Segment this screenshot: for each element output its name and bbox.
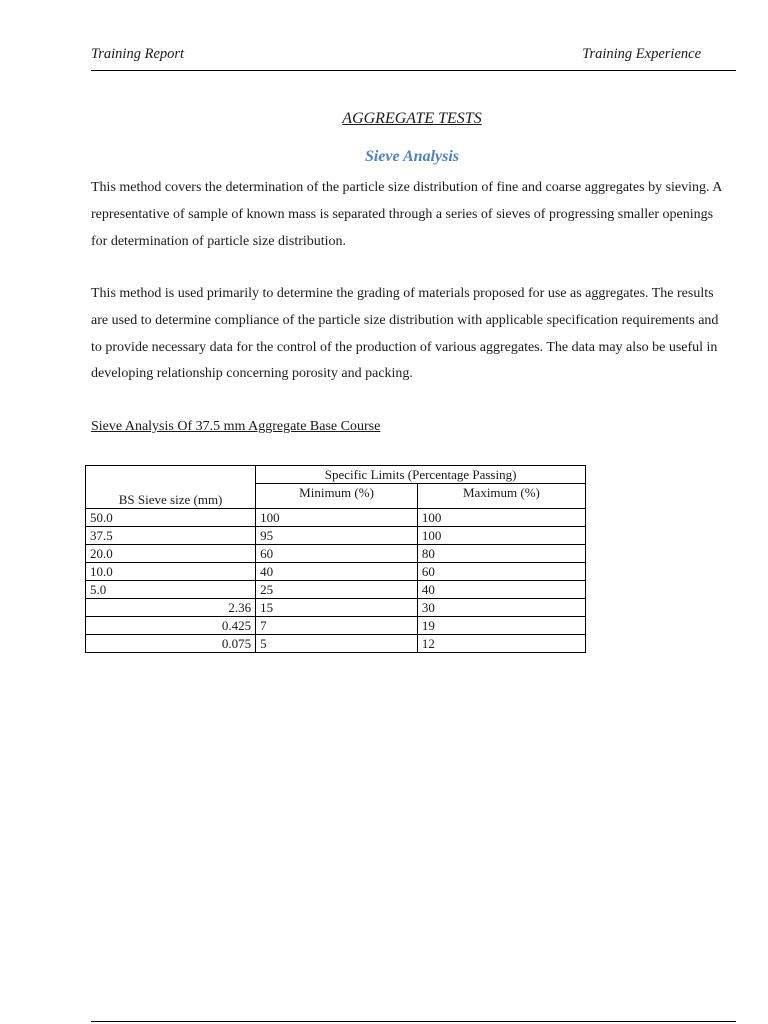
cell-sieve-size: 0.075	[86, 635, 256, 653]
cell-sieve-size: 2.36	[86, 599, 256, 617]
table-caption: Sieve Analysis Of 37.5 mm Aggregate Base Course	[91, 419, 381, 434]
table-row	[86, 599, 586, 617]
table-row	[86, 527, 586, 545]
cell-maximum: 60	[417, 563, 585, 581]
cell-maximum: 30	[417, 599, 585, 617]
cell-sieve-size: 10.0	[86, 563, 256, 581]
cell-maximum: 100	[417, 509, 585, 527]
paragraph-2: This method is used primarily to determine the grading of materials proposed for use as aggregates. The results are used to determine compliance of the particle size distribution with applicable specification requirements and to provide necessary data for the control of the production of various aggregates. The data may also be useful in developing relationship concerning porosity and packing.	[91, 286, 719, 382]
cell-sieve-size: 50.0	[86, 509, 256, 527]
header-right-text: Training Experience	[582, 46, 701, 62]
cell-minimum: 5	[256, 635, 418, 653]
header-left-text: Training Report	[91, 46, 185, 62]
cell-sieve-size: 37.5	[86, 527, 256, 545]
cell-minimum: 15	[256, 599, 418, 617]
table-row	[86, 581, 586, 599]
table-row	[86, 545, 586, 563]
cell-minimum: 100	[256, 509, 418, 527]
header-minimum: Minimum (%)	[256, 484, 418, 509]
table-row	[86, 563, 586, 581]
page-header	[91, 46, 701, 72]
section-subtitle: Sieve Analysis	[364, 148, 460, 165]
table-row	[86, 635, 586, 653]
table-row	[86, 509, 586, 527]
header-maximum: Maximum (%)	[417, 484, 585, 509]
cell-sieve-size: 0.425	[86, 617, 256, 635]
cell-minimum: 95	[256, 527, 418, 545]
table-body	[86, 509, 586, 653]
cell-maximum: 100	[417, 527, 585, 545]
cell-maximum: 40	[417, 581, 585, 599]
section-title: AGGREGATE TESTS	[342, 110, 482, 127]
cell-minimum: 40	[256, 563, 418, 581]
header-divider	[91, 70, 736, 71]
cell-minimum: 7	[256, 617, 418, 635]
cell-maximum: 19	[417, 617, 585, 635]
table-row	[86, 617, 586, 635]
footer-divider	[91, 1021, 736, 1022]
cell-maximum: 80	[417, 545, 585, 563]
cell-minimum: 60	[256, 545, 418, 563]
cell-sieve-size: 20.0	[86, 545, 256, 563]
cell-minimum: 25	[256, 581, 418, 599]
paragraph-1: This method covers the determination of the particle size distribution of fine and coarse aggregates by sieving. A representative of sample of known mass is separated through a series of sieves of progressing smaller openings for determination of particle size distribution.	[91, 180, 722, 249]
header-bs-sieve-size: BS Sieve size (mm)	[86, 466, 256, 509]
sieve-limits-table	[85, 465, 586, 653]
cell-sieve-size: 5.0	[86, 581, 256, 599]
cell-maximum: 12	[417, 635, 585, 653]
header-specific-limits: Specific Limits (Percentage Passing)	[256, 466, 586, 484]
table-header-row	[86, 466, 586, 484]
